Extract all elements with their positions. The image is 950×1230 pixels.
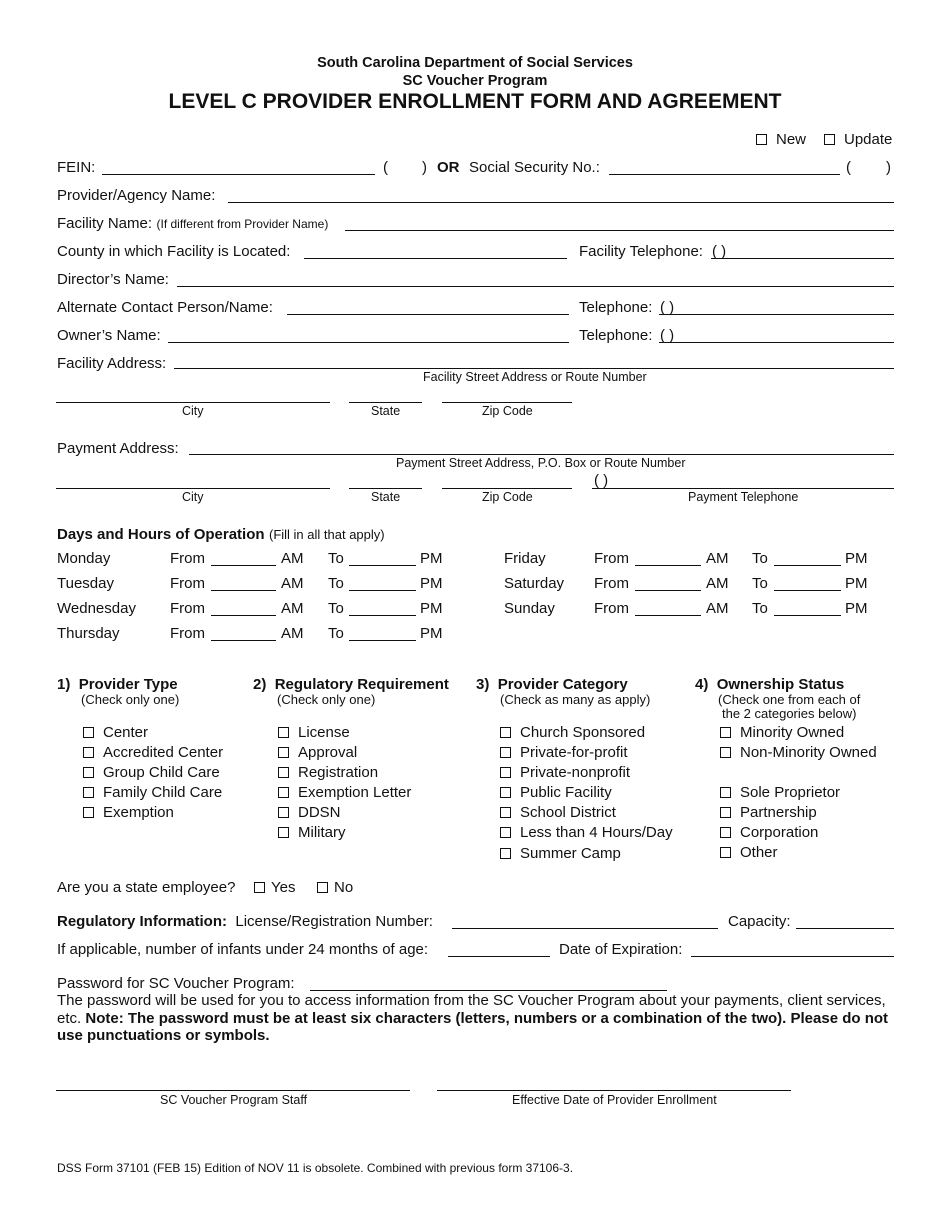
update-checkbox-option[interactable]: Update (824, 131, 892, 148)
open-time-field[interactable] (635, 615, 701, 616)
owner-telephone-field[interactable] (659, 342, 894, 343)
category-option[interactable]: Church Sponsored (500, 723, 673, 743)
category-option[interactable]: Summer Camp (500, 844, 673, 864)
county-field[interactable] (304, 258, 567, 259)
director-field[interactable] (177, 286, 894, 287)
alternate-telephone-field[interactable] (659, 314, 894, 315)
facility-zip-field[interactable] (442, 402, 572, 403)
ownership-option[interactable]: Sole Proprietor (720, 783, 840, 803)
form-footer: DSS Form 37101 (FEB 15) Edition of NOV 11 is obsolete. Combined with previous form 37106-3. (57, 1161, 574, 1175)
open-time-field[interactable] (211, 640, 276, 641)
new-checkbox-option[interactable]: New (756, 131, 806, 148)
expiration-label: Date of Expiration: (559, 941, 683, 958)
checkbox-icon (500, 787, 511, 798)
day-label: Wednesday (57, 600, 136, 617)
facility-telephone-label: Facility Telephone: (579, 243, 703, 260)
checkbox-icon (720, 807, 731, 818)
ownership-option[interactable]: Other (720, 843, 840, 863)
regulatory-requirement-note: (Check only one) (277, 692, 376, 707)
pm-label: PM (420, 625, 443, 642)
owner-telephone-parens: ( ) (660, 327, 675, 344)
regulatory-option[interactable]: Registration (278, 763, 411, 783)
day-label: Saturday (504, 575, 565, 592)
checkbox-icon (83, 787, 94, 798)
provider-type-option[interactable]: Accredited Center (83, 743, 223, 763)
from-label: From (170, 550, 205, 567)
staff-signature-caption: SC Voucher Program Staff (160, 1093, 308, 1107)
category-option[interactable]: Private-nonprofit (500, 763, 673, 783)
payment-city-caption: City (182, 490, 204, 504)
facility-zip-caption: Zip Code (482, 404, 533, 418)
facility-state-caption: State (371, 404, 401, 418)
provider-name-field[interactable] (228, 202, 894, 203)
checkbox-icon (278, 807, 289, 818)
form-title: LEVEL C PROVIDER ENROLLMENT FORM AND AGREEMENT (168, 90, 782, 113)
alternate-contact-field[interactable] (287, 314, 569, 315)
ssn-paren-open: ( (846, 159, 851, 176)
to-label: To (328, 575, 344, 592)
facility-city-field[interactable] (56, 402, 330, 403)
alternate-telephone-label: Telephone: (579, 299, 653, 316)
ownership-option[interactable]: Corporation (720, 823, 840, 843)
open-time-field[interactable] (211, 590, 276, 591)
regulatory-option[interactable]: Approval (278, 743, 411, 763)
provider-type-option[interactable]: Center (83, 723, 223, 743)
expiration-field[interactable] (691, 956, 894, 957)
regulatory-info-label-group: Regulatory Information: License/Registration Number: (57, 913, 433, 930)
checkbox-icon (83, 727, 94, 738)
from-label: From (170, 625, 205, 642)
provider-type-option[interactable]: Exemption (83, 803, 223, 823)
provider-category-note: (Check as many as apply) (500, 692, 651, 707)
department-name: South Carolina Department of Social Services (317, 55, 633, 71)
am-label: AM (706, 600, 729, 617)
provider-category-heading: 3) Provider Category (476, 676, 628, 693)
pm-label: PM (420, 575, 443, 592)
infants-label: If applicable, number of infants under 24 months of age: (57, 941, 429, 958)
provider-type-option[interactable]: Group Child Care (83, 763, 223, 783)
am-label: AM (706, 575, 729, 592)
category-option[interactable]: Public Facility (500, 783, 673, 803)
infants-field[interactable] (448, 956, 550, 957)
to-label: To (752, 550, 768, 567)
from-label: From (594, 550, 629, 567)
regulatory-option[interactable]: License (278, 723, 411, 743)
from-label: From (594, 575, 629, 592)
ssn-label: Social Security No.: (469, 159, 600, 176)
am-label: AM (281, 600, 304, 617)
checkbox-icon (317, 882, 328, 893)
checkbox-icon (83, 747, 94, 758)
ownership-option[interactable]: Non-Minority Owned (720, 743, 877, 763)
payment-zip-caption: Zip Code (482, 490, 533, 504)
day-label: Tuesday (57, 575, 114, 592)
from-label: From (594, 600, 629, 617)
checkbox-icon (278, 827, 289, 838)
checkbox-icon (500, 747, 511, 758)
day-label: Friday (504, 550, 546, 567)
checkbox-icon (500, 848, 511, 859)
owner-field[interactable] (168, 342, 569, 343)
close-time-field[interactable] (349, 565, 416, 566)
day-label: Thursday (57, 625, 120, 642)
alternate-telephone-parens: ( ) (660, 299, 675, 316)
ownership-option[interactable]: Minority Owned (720, 723, 877, 743)
checkbox-icon (720, 727, 731, 738)
fein-label: FEIN: (57, 159, 96, 176)
payment-telephone-parens: ( ) (594, 472, 609, 489)
to-label: To (752, 575, 768, 592)
regulatory-requirement-options (278, 723, 411, 844)
password-instructions: The password will be used for you to access information from the SC Voucher Program about your payments, client services, etc. Note: The password must be at least six characters (letters, numbers or a combination of the two). Please do not use punctuations or symbols. (57, 992, 889, 1044)
facility-address-caption: Facility Street Address or Route Number (423, 370, 647, 384)
am-label: AM (281, 550, 304, 567)
fein-paren-close: ) (422, 159, 427, 176)
effective-date-field[interactable] (437, 1090, 791, 1091)
checkbox-icon (500, 807, 511, 818)
facility-address-field[interactable] (174, 368, 894, 369)
checkbox-icon (278, 767, 289, 778)
payment-address-label: Payment Address: (57, 440, 179, 457)
day-label: Monday (57, 550, 111, 567)
capacity-field[interactable] (796, 928, 894, 929)
open-time-field[interactable] (211, 565, 276, 566)
checkbox-icon (756, 134, 767, 145)
provider-name-label: Provider/Agency Name: (57, 187, 216, 204)
facility-name-field[interactable] (345, 230, 894, 231)
provider-type-option[interactable]: Family Child Care (83, 783, 223, 803)
to-label: To (752, 600, 768, 617)
close-time-field[interactable] (774, 565, 841, 566)
ownership-minority-options (720, 723, 877, 763)
checkbox-icon (83, 767, 94, 778)
to-label: To (328, 625, 344, 642)
provider-category-options (500, 723, 673, 864)
regulatory-option[interactable]: Military (278, 823, 411, 843)
payment-address-caption: Payment Street Address, P.O. Box or Route Number (396, 456, 686, 470)
day-label: Sunday (504, 600, 555, 617)
license-number-field[interactable] (452, 928, 718, 929)
password-field[interactable] (310, 990, 667, 991)
regulatory-requirement-heading: 2) Regulatory Requirement (253, 676, 449, 693)
from-label: From (170, 600, 205, 617)
pm-label: PM (420, 550, 443, 567)
facility-state-field[interactable] (349, 402, 422, 403)
payment-zip-field[interactable] (442, 488, 572, 489)
checkbox-icon (278, 747, 289, 758)
close-time-field[interactable] (774, 615, 841, 616)
checkbox-icon (500, 767, 511, 778)
checkbox-icon (824, 134, 835, 145)
checkbox-icon (720, 847, 731, 858)
payment-city-field[interactable] (56, 488, 330, 489)
pm-label: PM (845, 600, 868, 617)
fein-field[interactable] (102, 174, 375, 175)
regulatory-option[interactable]: Exemption Letter (278, 783, 411, 803)
county-label: County in which Facility is Located: (57, 243, 291, 260)
checkbox-icon (500, 827, 511, 838)
facility-name-label-group: Facility Name: (If different from Provider Name) (57, 215, 329, 232)
state-employee-no-option[interactable]: No (317, 879, 353, 896)
facility-city-caption: City (182, 404, 204, 418)
fein-paren-open: ( (383, 159, 388, 176)
provider-type-heading: 1) Provider Type (57, 676, 178, 693)
ssn-field[interactable] (609, 174, 840, 175)
ownership-status-note-2: the 2 categories below) (722, 706, 857, 721)
facility-telephone-field[interactable] (711, 258, 894, 259)
payment-telephone-field[interactable] (592, 488, 894, 489)
close-time-field[interactable] (349, 590, 416, 591)
facility-telephone-parens: ( ) (712, 243, 727, 260)
facility-address-label: Facility Address: (57, 355, 167, 372)
provider-type-options (83, 723, 223, 823)
open-time-field[interactable] (211, 615, 276, 616)
hours-heading: Days and Hours of Operation (Fill in all that apply) (57, 526, 385, 543)
category-option[interactable]: Less than 4 Hours/Day (500, 823, 673, 843)
open-time-field[interactable] (635, 590, 701, 591)
am-label: AM (281, 625, 304, 642)
ownership-structure-options (720, 783, 840, 863)
capacity-label: Capacity: (728, 913, 791, 930)
checkbox-icon (278, 787, 289, 798)
checkbox-icon (254, 882, 265, 893)
open-time-field[interactable] (635, 565, 701, 566)
checkbox-icon (500, 727, 511, 738)
state-employee-yes-option[interactable]: Yes (254, 879, 295, 896)
ownership-status-note: (Check one from each of (718, 692, 861, 707)
pm-label: PM (420, 600, 443, 617)
checkbox-icon (278, 727, 289, 738)
checkbox-icon (83, 807, 94, 818)
effective-date-caption: Effective Date of Provider Enrollment (512, 1093, 717, 1107)
checkbox-icon (720, 747, 731, 758)
pm-label: PM (845, 575, 868, 592)
from-label: From (170, 575, 205, 592)
payment-address-field[interactable] (189, 454, 894, 455)
am-label: AM (281, 575, 304, 592)
owner-telephone-label: Telephone: (579, 327, 653, 344)
or-label: OR (437, 159, 460, 176)
payment-state-field[interactable] (349, 488, 422, 489)
state-employee-question: Are you a state employee? (57, 879, 236, 896)
regulatory-option[interactable]: DDSN (278, 803, 411, 823)
pm-label: PM (845, 550, 868, 567)
program-name: SC Voucher Program (402, 73, 548, 89)
close-time-field[interactable] (774, 590, 841, 591)
category-option[interactable]: School District (500, 803, 673, 823)
am-label: AM (706, 550, 729, 567)
close-time-field[interactable] (349, 640, 416, 641)
payment-state-caption: State (371, 490, 401, 504)
close-time-field[interactable] (349, 615, 416, 616)
payment-telephone-caption: Payment Telephone (688, 490, 799, 504)
checkbox-icon (720, 827, 731, 838)
director-label: Director’s Name: (57, 271, 169, 288)
ssn-paren-close: ) (886, 159, 891, 176)
staff-signature-field[interactable] (56, 1090, 410, 1091)
ownership-status-heading: 4) Ownership Status (695, 676, 845, 693)
to-label: To (328, 600, 344, 617)
alternate-contact-label: Alternate Contact Person/Name: (57, 299, 273, 316)
category-option[interactable]: Private-for-profit (500, 743, 673, 763)
checkbox-icon (720, 787, 731, 798)
owner-label: Owner’s Name: (57, 327, 161, 344)
ownership-option[interactable]: Partnership (720, 803, 840, 823)
provider-type-note: (Check only one) (81, 692, 180, 707)
to-label: To (328, 550, 344, 567)
password-label: Password for SC Voucher Program: (57, 975, 295, 992)
